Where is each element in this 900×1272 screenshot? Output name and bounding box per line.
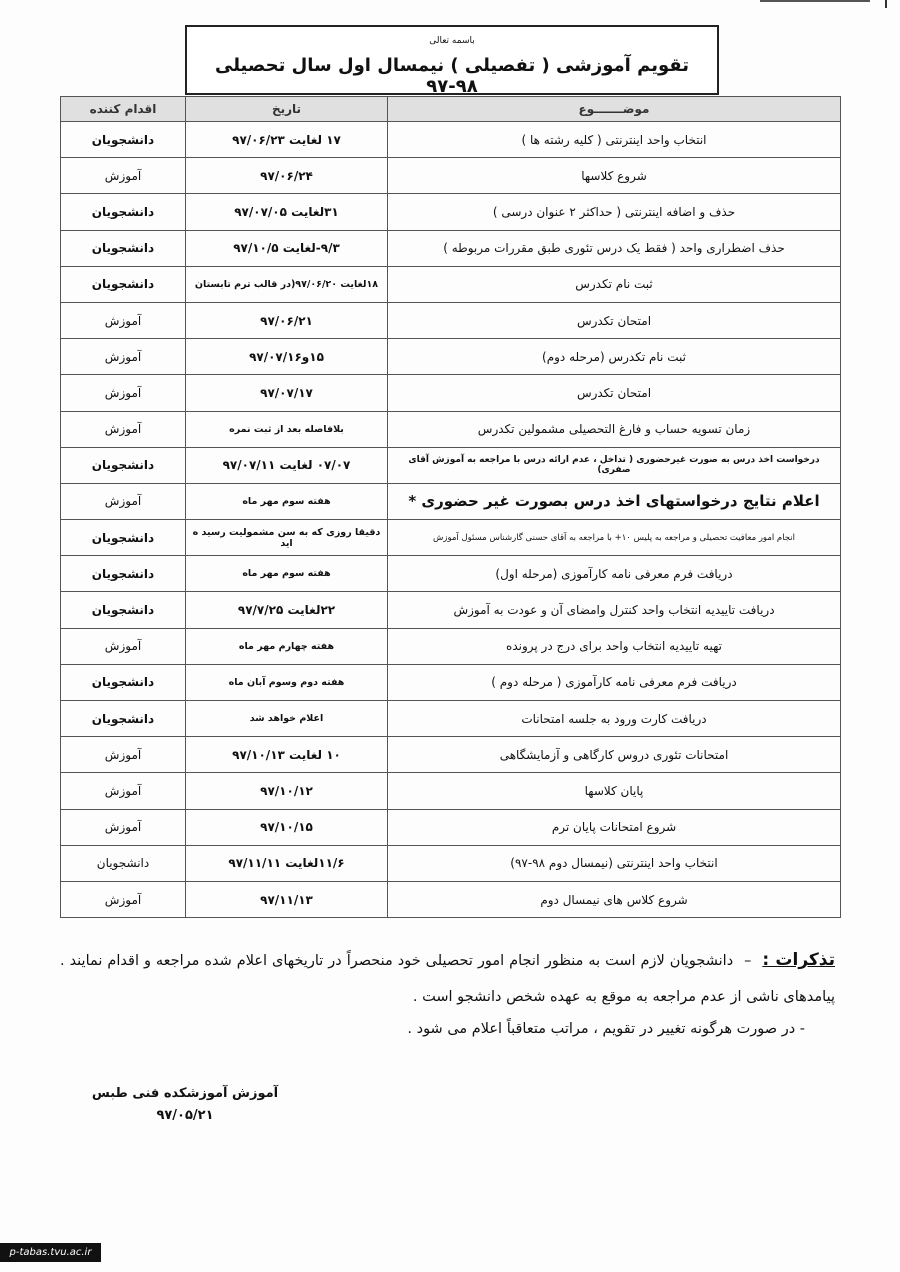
row-date: ۹۷/۱۰/۱۵ xyxy=(186,809,388,845)
row-subject: دریافت تاییدیه انتخاب واحد کنترل وامضای آن و عودت به آموزش xyxy=(388,592,841,628)
column-header-actor: اقدام کننده xyxy=(61,97,186,122)
table-row xyxy=(61,302,841,338)
row-actor: دانشجویان xyxy=(61,266,186,302)
row-subject: امتحانات تئوری دروس کارگاهی و آزمایشگاهی xyxy=(388,737,841,773)
table-row xyxy=(61,664,841,700)
row-actor: آموزش xyxy=(61,773,186,809)
row-date: هفته سوم مهر ماه xyxy=(186,556,388,592)
row-subject: دریافت فرم معرفی نامه کارآموزی ( مرحله دوم ) xyxy=(388,664,841,700)
row-date: ۹۷/۰۶/۲۱ xyxy=(186,302,388,338)
table-row xyxy=(61,881,841,917)
notes-label: تذکرات : xyxy=(762,950,835,970)
row-actor: آموزش xyxy=(61,339,186,375)
row-subject: دریافت کارت ورود به جلسه امتحانات xyxy=(388,701,841,737)
row-actor: دانشجویان xyxy=(61,520,186,556)
row-actor: آموزش xyxy=(61,375,186,411)
notes-section xyxy=(60,942,835,1047)
table-row xyxy=(61,809,841,845)
table-row xyxy=(61,158,841,194)
note-2: - در صورت هرگونه تغییر در تقویم ، مراتب متعاقباً اعلام می شود . xyxy=(407,1021,805,1037)
row-actor: آموزش xyxy=(61,411,186,447)
row-actor: آموزش xyxy=(61,737,186,773)
row-date: ۲۲لغایت ۹۷/۷/۲۵ xyxy=(186,592,388,628)
row-subject: شروع کلاسها xyxy=(388,158,841,194)
row-date: هفته دوم وسوم آبان ماه xyxy=(186,664,388,700)
row-actor: آموزش xyxy=(61,628,186,664)
row-actor: آموزش xyxy=(61,158,186,194)
note-1-text: دانشجویان لازم است به منظور انجام امور تحصیلی خود منحصراً در تاریخهای اعلام شده مراجعه و اقدام نمایند . پیامدهای ناشی از عدم مراجعه به موقع به عهده شخص دانشجو است . xyxy=(60,953,835,1005)
row-date: ۱۰ لغایت ۹۷/۱۰/۱۳ xyxy=(186,737,388,773)
row-date: ۹۷/۰۶/۲۴ xyxy=(186,158,388,194)
note-dash: – xyxy=(744,953,752,969)
row-date: دقیقا روزی که به سن مشمولیت رسید ه اید xyxy=(186,520,388,556)
table-row xyxy=(61,701,841,737)
row-subject: درخواست اخذ درس به صورت غیرحضوری ( تداخل ، عدم ارائه درس با مراجعه به آموزش آقای صفری) xyxy=(388,447,841,483)
row-subject: تهیه تاییدیه انتخاب واحد برای درج در پرونده xyxy=(388,628,841,664)
row-actor: دانشجویان xyxy=(61,701,186,737)
row-date: هفته چهارم مهر ماه xyxy=(186,628,388,664)
row-subject: ثبت نام تکدرس xyxy=(388,266,841,302)
row-subject: شروع کلاس های نیمسال دوم xyxy=(388,881,841,917)
table-row xyxy=(61,556,841,592)
table-row xyxy=(61,339,841,375)
row-subject: انجام امور معافیت تحصیلی و مراجعه به پلیس ۱۰+ با مراجعه به آقای حسنی گارشناس مسئول آموزش xyxy=(388,520,841,556)
row-subject: دریافت فرم معرفی نامه کارآموزی (مرحله اول) xyxy=(388,556,841,592)
top-edge-line xyxy=(760,0,870,2)
row-subject: ثبت نام تکدرس (مرحله دوم) xyxy=(388,339,841,375)
table-row xyxy=(61,737,841,773)
row-actor: دانشجویان xyxy=(61,845,186,881)
site-watermark: p-tabas.tvu.ac.ir xyxy=(0,1243,101,1262)
row-subject: شروع امتحانات پایان ترم xyxy=(388,809,841,845)
table-row xyxy=(61,773,841,809)
row-date: ۹۷/۱۱/۱۳ xyxy=(186,881,388,917)
row-actor: دانشجویان xyxy=(61,230,186,266)
row-actor: آموزش xyxy=(61,881,186,917)
row-actor: دانشجویان xyxy=(61,447,186,483)
row-actor: دانشجویان xyxy=(61,664,186,700)
table-row xyxy=(61,628,841,664)
row-actor: آموزش xyxy=(61,483,186,519)
row-date: اعلام خواهد شد xyxy=(186,701,388,737)
column-header-subject: موضـــــــوع xyxy=(388,97,841,122)
row-subject: اعلام نتایج درخواستهای اخذ درس بصورت غیر حضوری * xyxy=(388,483,841,519)
signature-office: آموزش آموزشکده فنی طبس xyxy=(91,1086,279,1101)
row-date: ۳۱لغایت ۹۷/۰۷/۰۵ xyxy=(186,194,388,230)
row-date: ۹/۳-لغایت ۹۷/۱۰/۵ xyxy=(186,230,388,266)
row-date: ۱۵و۹۷/۰۷/۱۶ xyxy=(186,339,388,375)
row-date: هفته سوم مهر ماه xyxy=(186,483,388,519)
row-subject: امتحان تکدرس xyxy=(388,302,841,338)
row-actor: دانشجویان xyxy=(61,194,186,230)
column-header-date: تاریخ xyxy=(186,97,388,122)
row-subject: حذف و اضافه اینترنتی ( حداکثر ۲ عنوان درسی ) xyxy=(388,194,841,230)
table-row xyxy=(61,483,841,519)
table-header-row xyxy=(61,97,841,122)
table-row xyxy=(61,845,841,881)
table-row xyxy=(61,266,841,302)
row-subject: انتخاب واحد اینترنتی (نیمسال دوم ۹۸-۹۷) xyxy=(388,845,841,881)
row-subject: زمان تسویه حساب و فارغ التحصیلی مشمولین تکدرس xyxy=(388,411,841,447)
row-date: ۹۷/۰۷/۱۷ xyxy=(186,375,388,411)
row-actor: دانشجویان xyxy=(61,556,186,592)
row-date: ۹۷/۱۰/۱۲ xyxy=(186,773,388,809)
table-row xyxy=(61,230,841,266)
table-row xyxy=(61,194,841,230)
bismillah: باسمه تعالی xyxy=(429,36,475,46)
row-subject: انتخاب واحد اینترنتی ( کلیه رشته ها ) xyxy=(388,122,841,158)
note-1 xyxy=(60,942,835,1015)
row-subject: پایان کلاسها xyxy=(388,773,841,809)
row-actor: دانشجویان xyxy=(61,592,186,628)
row-subject: امتحان تکدرس xyxy=(388,375,841,411)
title-box xyxy=(185,25,719,95)
top-edge-mark xyxy=(885,0,887,8)
row-subject: حذف اضطراری واحد ( فقط یک درس تئوری طبق مقررات مربوطه ) xyxy=(388,230,841,266)
row-actor: آموزش xyxy=(61,302,186,338)
row-date: ۰۷/۰۷ لغایت ۹۷/۰۷/۱۱ xyxy=(186,447,388,483)
signature-date: ۹۷/۰۵/۲۱ xyxy=(156,1108,214,1123)
row-date: ۱۸لغایت ۹۷/۰۶/۲۰(در قالب ترم تابستان xyxy=(186,266,388,302)
row-actor: دانشجویان xyxy=(61,122,186,158)
table-row xyxy=(61,447,841,483)
row-date: ۱۱/۶لغایت ۹۷/۱۱/۱۱ xyxy=(186,845,388,881)
row-actor: آموزش xyxy=(61,809,186,845)
table-row xyxy=(61,592,841,628)
table-row xyxy=(61,122,841,158)
row-date: بلافاصله بعد از ثبت نمره xyxy=(186,411,388,447)
row-date: ۱۷ لغایت ۹۷/۰۶/۲۳ xyxy=(186,122,388,158)
page-title: تقویم آموزشی ( تفصیلی ) نیمسال اول سال تحصیلی ۹۸-۹۷ xyxy=(215,55,689,97)
signature-block xyxy=(90,1083,280,1127)
table-row xyxy=(61,411,841,447)
academic-calendar-table xyxy=(60,96,841,918)
table-row xyxy=(61,520,841,556)
table-row xyxy=(61,375,841,411)
